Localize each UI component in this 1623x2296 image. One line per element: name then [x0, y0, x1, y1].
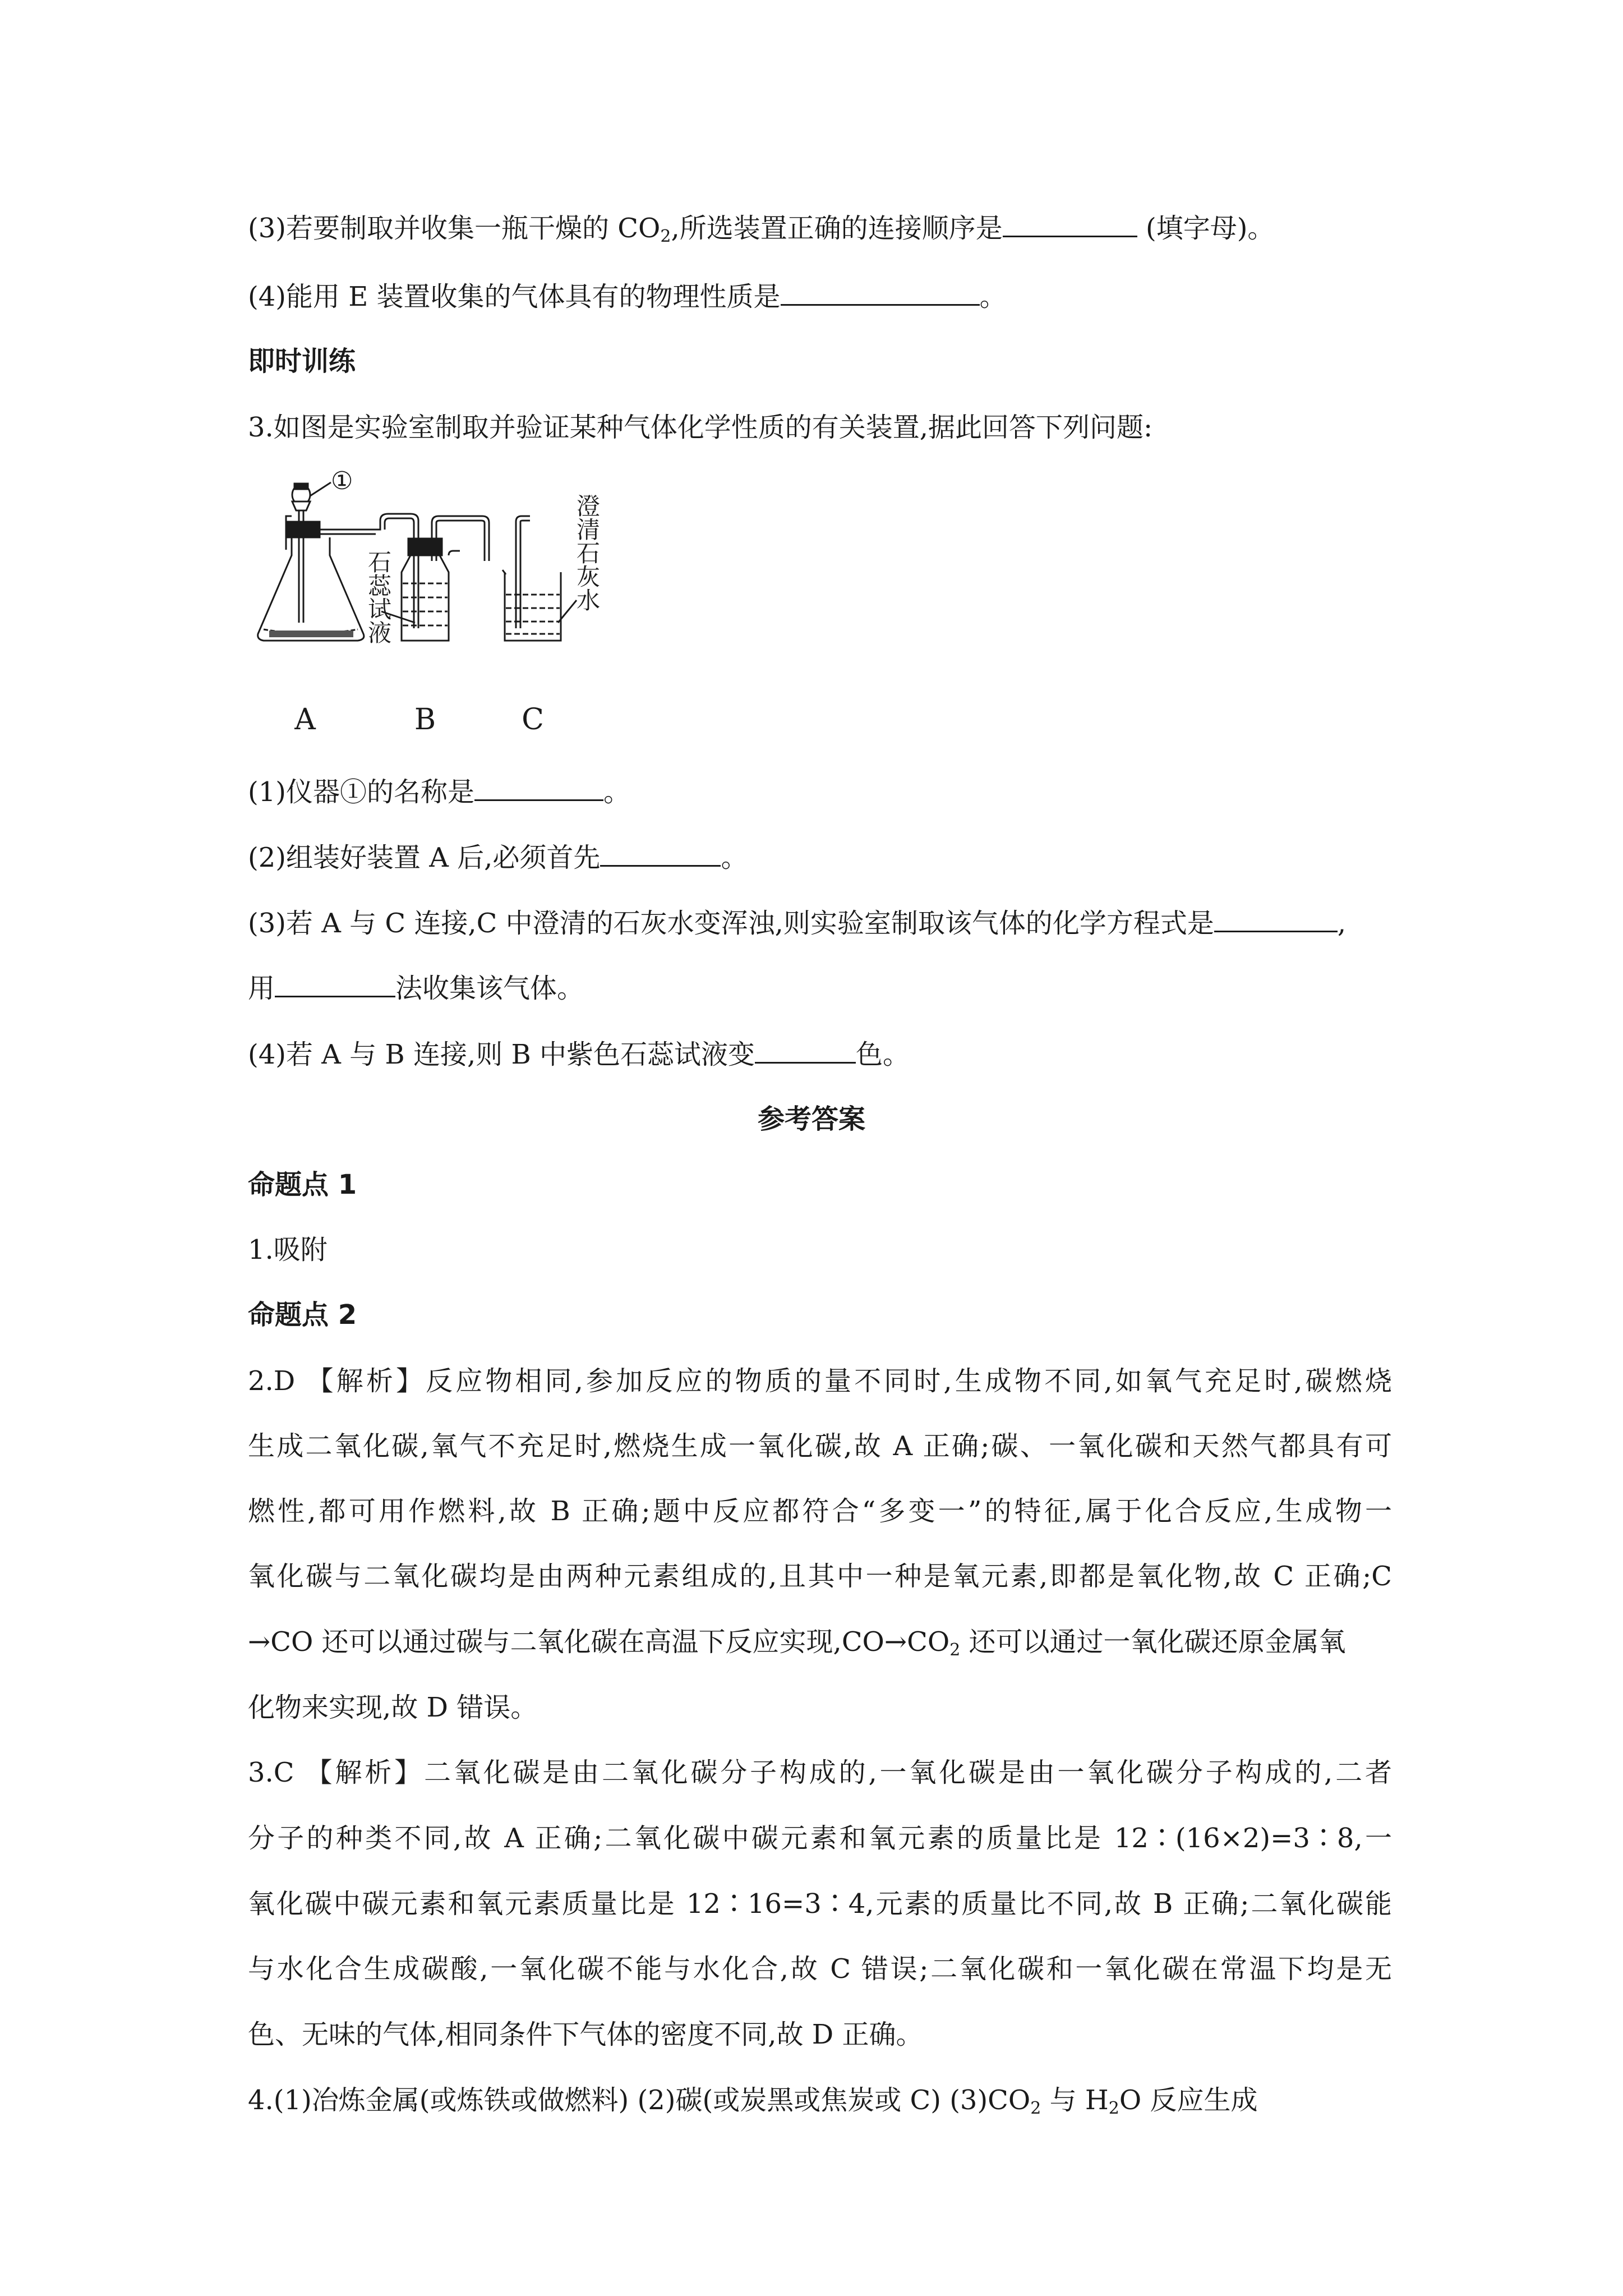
answer-blank[interactable]: [600, 840, 721, 867]
answer-blank[interactable]: [755, 1037, 856, 1064]
answer-2-line6: 化物来实现,故 D 错误。: [248, 1692, 538, 1723]
answer-3-line1: 3.C 【解析】二氧化碳是由二氧化碳分子构成的,一氧化碳是由一氧化碳分子构成的,二者: [248, 1757, 1392, 1788]
label-limewater: 澄清石灰水: [573, 494, 601, 611]
answer-blank[interactable]: [1214, 906, 1338, 932]
answer-3-line4: 与水化合生成碳酸,一氧化碳不能与水化合,故 C 错误;二氧化碳和一氧化碳在常温下均是无: [248, 1953, 1392, 1985]
answer-4-line1: 4.(1)冶炼金属(或炼铁或做燃料) (2)碳(或炭黑或焦炭或 C) $(3)CO_2$ 与 $H_2O$ 反应生成: [248, 2085, 1258, 2118]
caption-a: A: [294, 703, 316, 737]
apparatus-figure: [247, 460, 718, 752]
apparatus-a: [258, 482, 376, 641]
question-3-part3-cont: 用 法收集该气体。: [248, 970, 1392, 1006]
question-3-part3: (3)若 A 与 C 连接,C 中澄清的石灰水变浑浊,则实验室制取该气体的化学方程式是 ,: [248, 905, 1392, 941]
answer-3-line5: 色、无味的气体,相同条件下气体的密度不同,故 D 正确。: [248, 2019, 923, 2050]
answer-3-line3: 氧化碳中碳元素和氧元素质量比是 12∶16=3∶4,元素的质量比不同,故 B 正确;二氧化碳能: [248, 1888, 1392, 1920]
answers-title: 参考答案: [757, 1103, 865, 1135]
answer-2-line4: 氧化碳与二氧化碳均是由两种元素组成的,且其中一种是氧元素,即都是氧化物,故 C 正确;C: [248, 1561, 1392, 1592]
answer-2-line3: 燃性,都可用作燃料,故 B 正确;题中反应都符合“多变一”的特征,属于化合反应,生成物一: [248, 1496, 1392, 1527]
question-3-part4: (4)若 A 与 B 连接,则 B 中紫色石蕊试液变 色。: [248, 1037, 1392, 1073]
answer-2-line2: 生成二氧化碳,氧气不充足时,燃烧生成一氧化碳,故 A 正确;碳、一氧化碳和天然气都具有可: [248, 1430, 1392, 1462]
question-3-part2: (2)组装好装置 A 后,必须首先 。: [248, 840, 1392, 876]
answer-3-line2: 分子的种类不同,故 A 正确;二氧化碳中碳元素和氧元素的质量比是 12∶(16×2)=3∶8,一: [248, 1823, 1392, 1854]
question-3-part1: (1)仪器①的名称是 。: [248, 774, 1392, 810]
answer-blank[interactable]: [1003, 211, 1137, 237]
prev-q-part4: (4)能用 E 装置收集的气体具有的物理性质是 。: [248, 279, 1392, 315]
answer-2-line1: 2.D 【解析】反应物相同,参加反应的物质的量不同时,生成物不同,如氧气充足时,碳燃烧: [248, 1365, 1392, 1397]
answer-1: 1.吸附: [248, 1234, 328, 1266]
topic-point-2: 命题点 2: [248, 1299, 357, 1331]
instrument-marker: ①: [331, 467, 353, 495]
caption-c: C: [522, 703, 544, 737]
answer-blank[interactable]: [781, 279, 980, 306]
question-3-stem: 3.如图是实验室制取并验证某种气体化学性质的有关装置,据此回答下列问题:: [248, 412, 1153, 443]
caption-b: B: [414, 703, 436, 737]
answer-blank[interactable]: [474, 775, 603, 801]
label-litmus: 石蕊试液: [365, 550, 392, 644]
answer-blank[interactable]: [275, 971, 395, 997]
section-heading: 即时训练: [248, 346, 356, 377]
apparatus-c: [449, 516, 577, 641]
topic-point-1: 命题点 1: [248, 1169, 357, 1200]
answer-2-line5: →CO 还可以通过碳与二氧化碳在高温下反应实现$,CO\to CO_2$ 还可以通过一氧化碳还原金属氧: [248, 1626, 1346, 1660]
prev-q-part3: (3)若要制取并收集一瓶干燥的 $CO_2$,所选装置正确的连接顺序是 (填字母)。: [248, 210, 1392, 246]
